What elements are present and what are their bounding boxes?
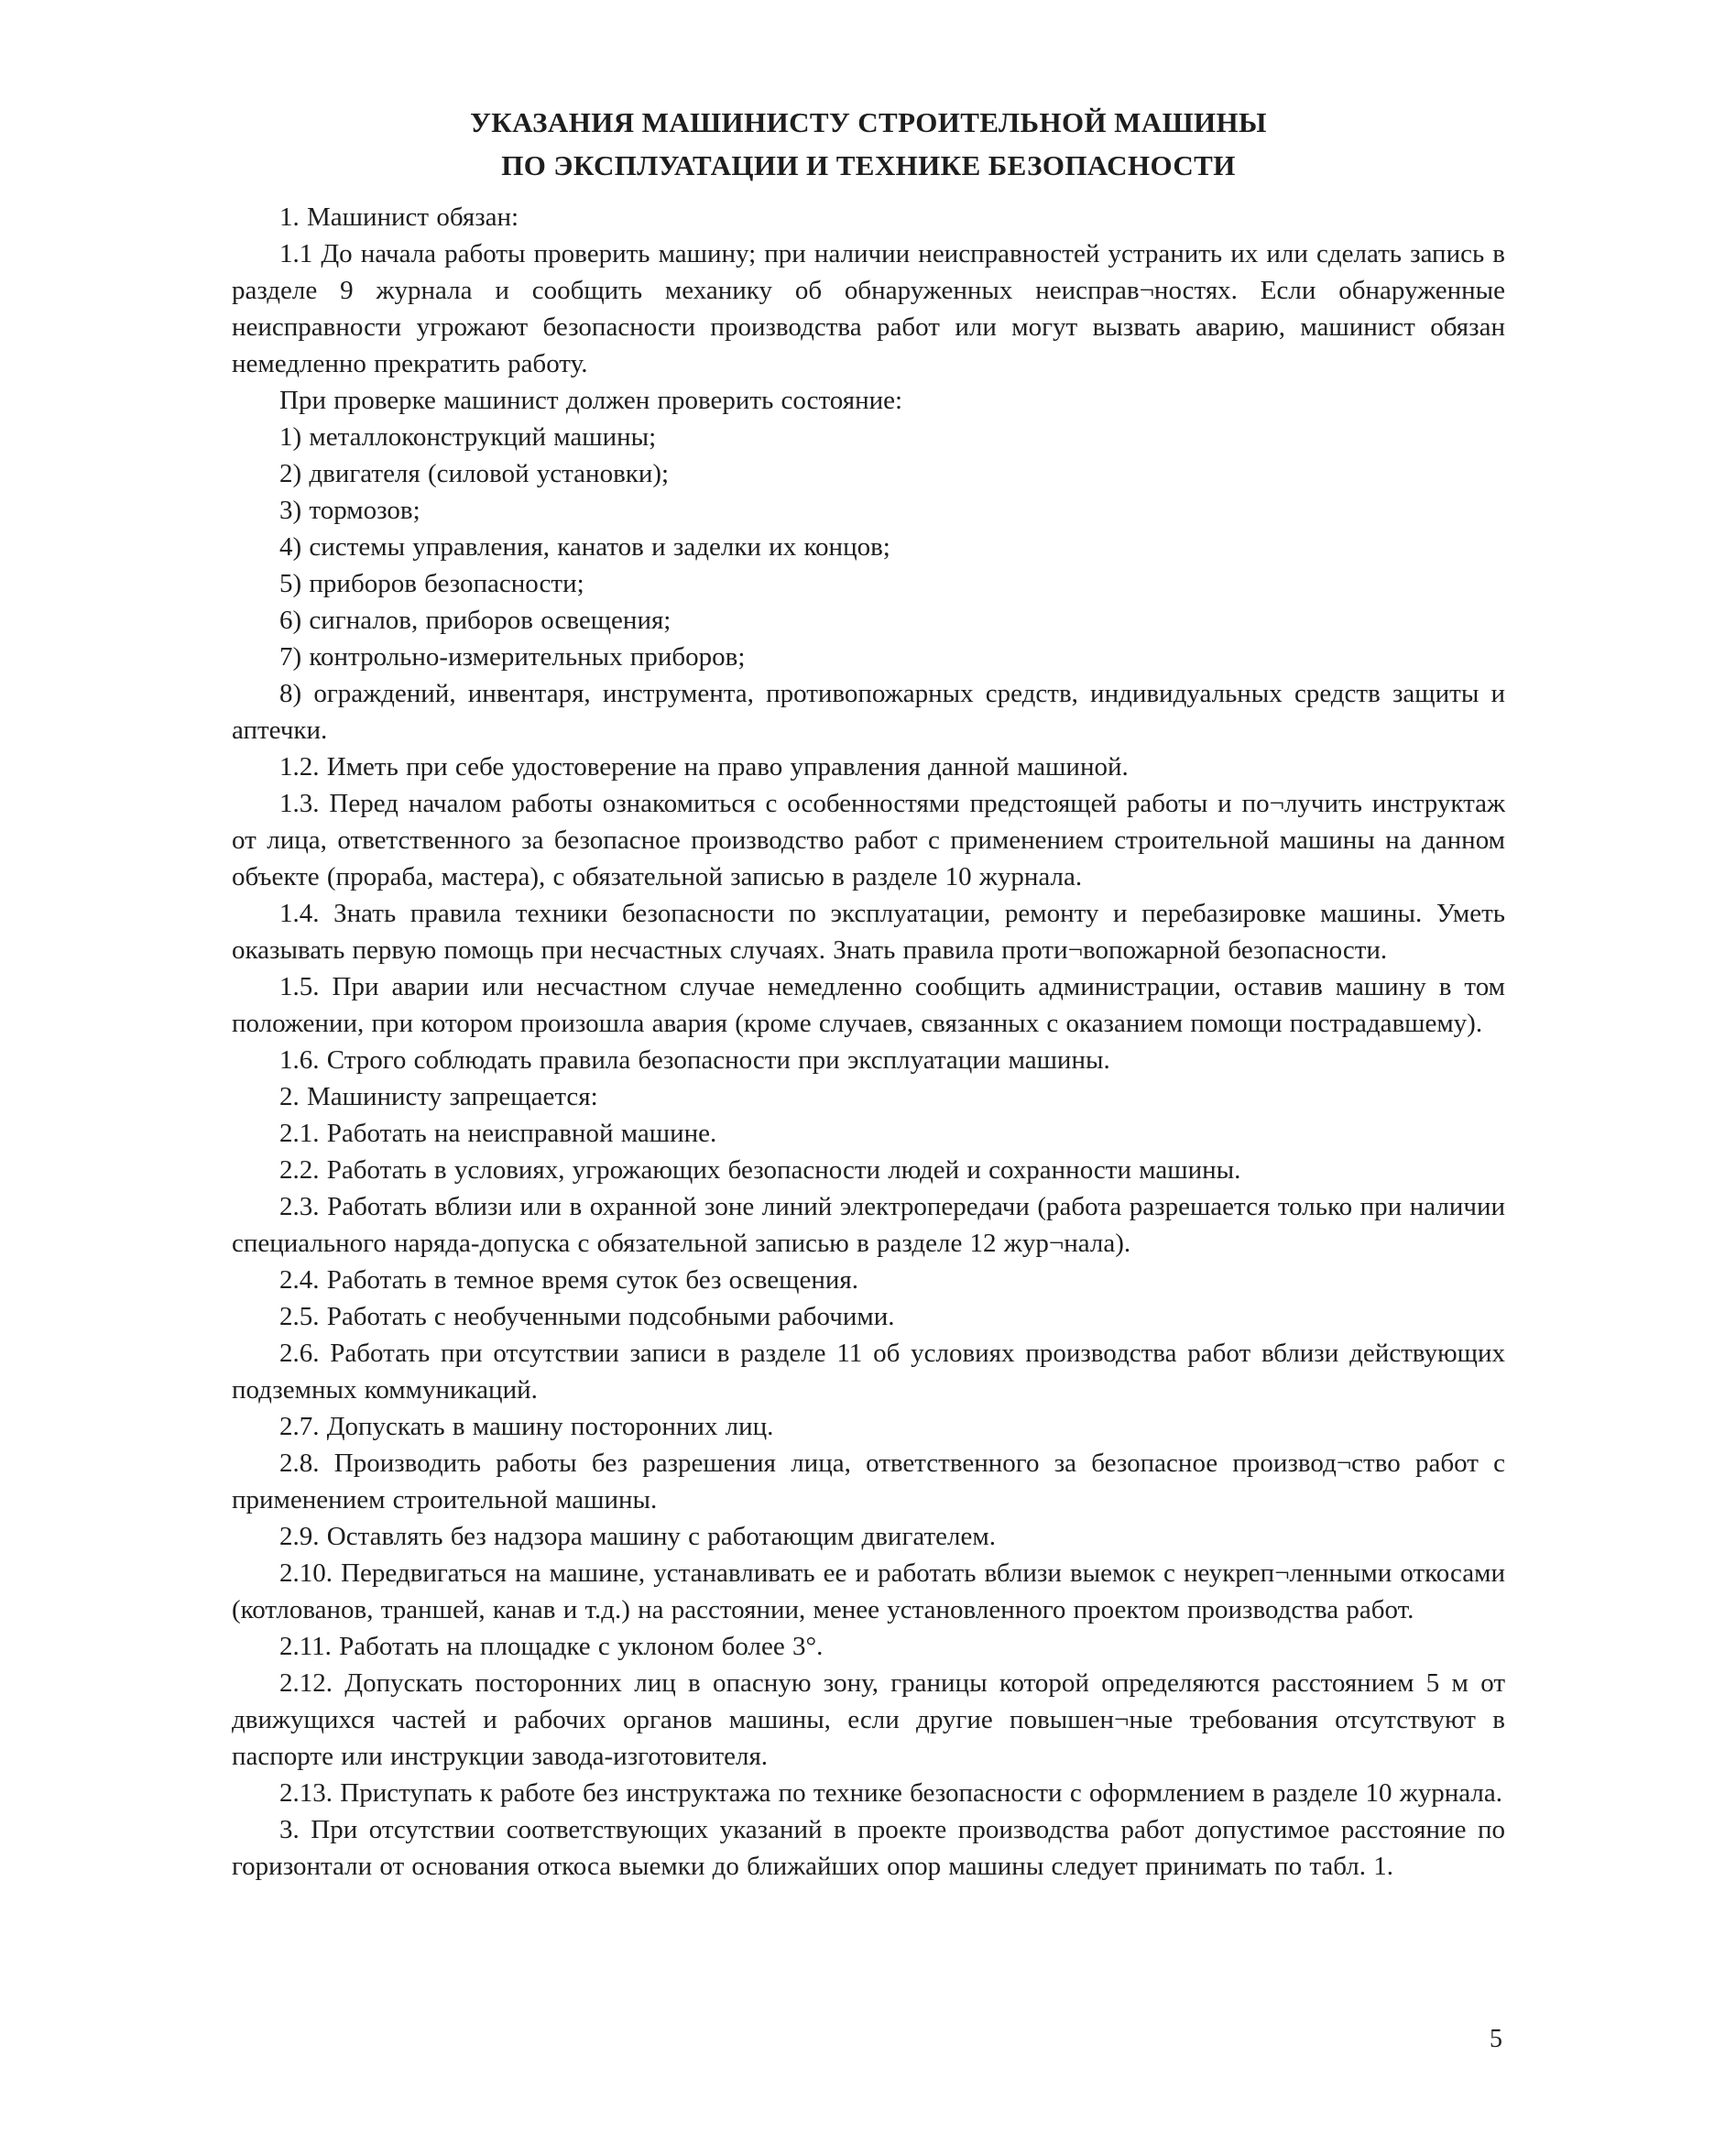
section-2-header: 2. Машинисту запрещается:: [279, 1082, 598, 1111]
clause-1-2: 1.2. Иметь при себе удостоверение на право управления данной машиной.: [279, 752, 1129, 782]
clause-2-13: 2.13. Приступать к работе без инструктажа по технике безопасности с оформлением в разделе 10 журнала.: [279, 1778, 1503, 1808]
clause-2-1: 2.1. Работать на неисправной машине.: [279, 1119, 717, 1148]
check-item-4: 4) системы управления, канатов и заделки их концов;: [279, 532, 890, 562]
check-item-1: 1) металлоконструкций машины;: [279, 422, 657, 452]
check-item-2: 2) двигателя (силовой установки);: [279, 459, 670, 488]
clause-2-10: 2.10. Передвигаться на машине, устанавливать ее и работать вблизи выемок с неукреп¬ленными откосами (котлованов, траншей, канав и т.д.) на расстоянии, менее установленного проектом производства работ.: [232, 1558, 1505, 1624]
clause-1-3: 1.3. Перед началом работы ознакомиться с особенностями предстоящей работы и по¬лучить инструктаж от лица, ответственного за безопасное производство работ с применением строительной машины на данном объекте (прораба, мастера), с обязательной записью в разделе 10 журнала.: [232, 789, 1505, 891]
title-line-2: ПО ЭКСПЛУАТАЦИИ И ТЕХНИКЕ БЕЗОПАСНОСТИ: [501, 149, 1236, 181]
section-1-header: 1. Машинист обязан:: [279, 202, 519, 232]
document-content: [232, 101, 1505, 1885]
clause-2-11: 2.11. Работать на площадке с уклоном более 3°.: [279, 1632, 824, 1661]
check-item-7: 7) контрольно-измерительных приборов;: [279, 642, 746, 672]
clause-2-7: 2.7. Допускать в машину посторонних лиц.: [279, 1412, 774, 1441]
check-item-5: 5) приборов безопасности;: [279, 569, 584, 598]
check-list-intro: При проверке машинист должен проверить состояние:: [279, 386, 903, 415]
clause-2-12: 2.12. Допускать посторонних лиц в опасную зону, границы которой определяются расстоянием 5 м от движущихся частей и рабочих органов машины, если другие повышен¬ные требования отсутствуют в паспорте или инструкции завода-изготовителя.: [232, 1668, 1505, 1771]
clause-2-9: 2.9. Оставлять без надзора машину с работающим двигателем.: [279, 1522, 996, 1551]
clause-1-6: 1.6. Строго соблюдать правила безопасности при эксплуатации машины.: [279, 1045, 1110, 1075]
clause-2-8: 2.8. Производить работы без разрешения лица, ответственного за безопасное производ¬ство работ с применением строительной машины.: [232, 1449, 1505, 1514]
clause-2-6: 2.6. Работать при отсутствии записи в разделе 11 об условиях производства работ вблизи действующих подземных коммуникаций.: [232, 1339, 1505, 1405]
clause-1-5: 1.5. При аварии или несчастном случае немедленно сообщить администрации, оставив машину в том положении, при котором произошла авария (кроме случаев, связанных с оказанием помощи пострадавшему).: [232, 972, 1505, 1038]
clause-2-2: 2.2. Работать в условиях, угрожающих безопасности людей и сохранности машины.: [279, 1155, 1241, 1185]
check-item-8: 8) ограждений, инвентаря, инструмента, противопожарных средств, индивидуальных средств защиты и аптечки.: [232, 679, 1505, 745]
section-3-paragraph: 3. При отсутствии соответствующих указаний в проекте производства работ допустимое расстояние по горизонтали от основания откоса выемки до ближайших опор машины следует принимать по табл. 1.: [232, 1815, 1505, 1881]
clause-2-3: 2.3. Работать вблизи или в охранной зоне линий электропередачи (работа разрешается только при наличии специального наряда-допуска с обязательной записью в разделе 12 жур¬нала).: [232, 1192, 1505, 1258]
title-line-1: УКАЗАНИЯ МАШИНИСТУ СТРОИТЕЛЬНОЙ МАШИНЫ: [470, 106, 1267, 138]
check-item-3: 3) тормозов;: [279, 496, 420, 525]
clause-1-4: 1.4. Знать правила техники безопасности по эксплуатации, ремонту и перебазировке машины. Уметь оказывать первую помощь при несчастных случаях. Знать правила проти¬вопожарной безопасности.: [232, 899, 1505, 965]
clause-2-4: 2.4. Работать в темное время суток без освещения.: [279, 1265, 859, 1295]
document-title: [232, 101, 1505, 187]
page-number: 5: [1490, 2025, 1502, 2053]
clause-2-5: 2.5. Работать с необученными подсобными рабочими.: [279, 1302, 895, 1331]
check-item-6: 6) сигналов, приборов освещения;: [279, 606, 671, 635]
clause-1-1: 1.1 До начала работы проверить машину; при наличии неисправностей устранить их или сделать запись в разделе 9 журнала и сообщить механику об обнаруженных неисправ¬ностях. Если обнаруженные неисправности угрожают безопасности производства работ или могут вызвать аварию, машинист обязан немедленно прекратить работу.: [232, 239, 1505, 378]
